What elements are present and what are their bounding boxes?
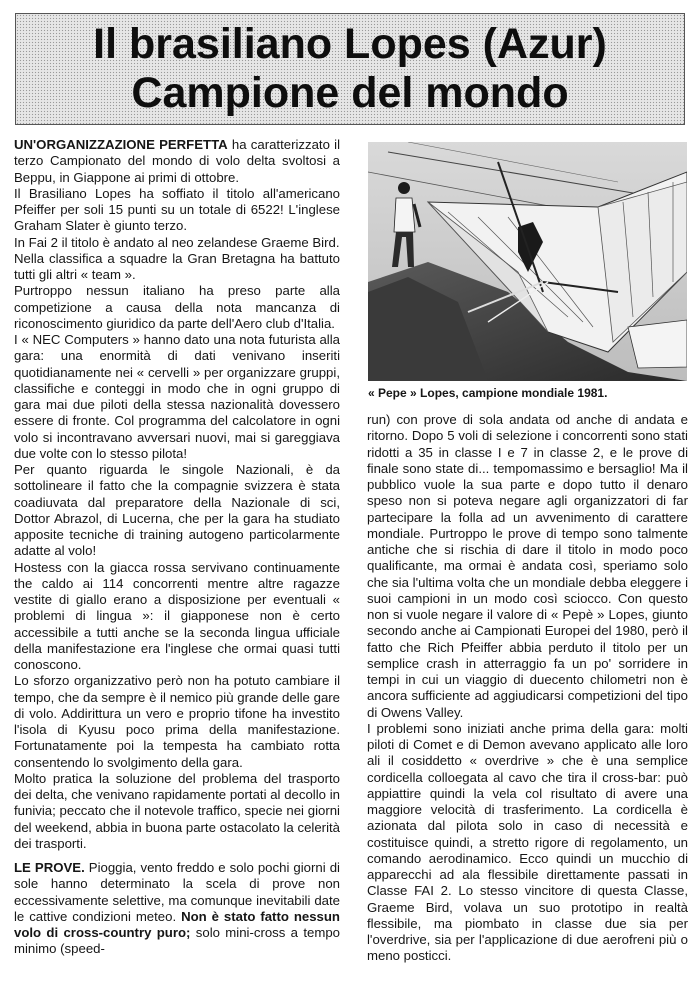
paragraph: run) con prove di sola andata od anche di andata e ritorno. Dopo 5 voli di selezione i concorrenti sono stati ridotti a 35 in classe I e 7 in classe 2, e le prove di finale sono state di... tempomassimo e bersaglio! Ma il pubblico vuole la sua parte e dopo tutto il denaro speso non si poteva negare agli organizzatori di far partecipare la folla ad un avvenimento di carattere mondiale. Purtroppo le prove di tempo sono talmente antiche che si rischia di dare il titolo in modo poco qualificante, ma ormai è andata così, speriamo solo che sia l'ultima volta che un mondiale debba eleggere i suoi campioni in un modo così sciocco. Con questo non si vuole negare il valore di « Pepè » Lopes, giunto secondo anche ai Campionati Europei del 1980, però il fatto che Rich Pfeiffer abbia perduto il titolo per un semplice crash in atterraggio fa un po' sorridere in tempi in cui un viaggio di duecento chilometri non è ancora sufficiente ad aggiudicarsi competizioni del tipo di Owens Valley. <box>367 412 688 720</box>
section-lead-organizzazione: UN'ORGANIZZAZIONE PERFETTA <box>14 137 228 152</box>
prove-tail-text: solo mini-cross a tempo minimo (speed- <box>14 925 340 957</box>
right-column <box>367 412 688 965</box>
photo-caption: « Pepe » Lopes, campione mondiale 1981. <box>368 386 608 400</box>
paragraph: I « NEC Computers » hanno dato una nota futurista alla gara: una enormità di dati venivano inseriti quotidianamente nei « cervelli » per organizzare gruppi, classifiche e conteggi in modo che in ogni gruppo di gara mai due piloti della stessa nazionalità dovessero essere di fronte. Col programma del calcolatore in ogni volo si incontravano avversari nuovi, mai si gareggiava due volte con lo stesso pilota! <box>14 332 340 461</box>
paragraph: Hostess con la giacca rossa servivano continuamente the caldo ai 114 concorrenti mentre altre ragazze vestite di giallo erano a disposizione per eventuali « problemi di lingua »: il giapponese non è certo accessibile a tutti anche se la seconda lingua ufficiale della manifestazione era l'inglese che ormai quasi tutti conoscono. <box>14 559 340 672</box>
intro-text: ha caratterizzato il terzo Campionato del mondo di volo delta svoltosi a Beppu, in Giappone ai primi di ottobre. <box>14 137 340 185</box>
headline-box <box>15 13 685 125</box>
intro-paragraph <box>14 137 340 186</box>
paragraph: Per quanto riguarda le singole Nazionali, è da sottolineare il fatto che la compagnie svizzera è stata coadiuvata dal preparatore della Nazionale di sci, Dottor Abrazol, di Lucerna, che per la gara ha studiato apposite tecniche di training autogeno particolarmente adatte al volo! <box>14 462 340 559</box>
headline-line-1: Il brasiliano Lopes (Azur) <box>93 20 607 68</box>
paragraph: In Fai 2 il titolo è andato al neo zelandese Graeme Bird. <box>14 234 340 250</box>
paragraph: Nella classifica a squadre la Gran Bretagna ha battuto tutti gli altri « team ». <box>14 250 340 282</box>
paragraph: Molto pratica la soluzione del problema del trasporto dei delta, che venivano rapidamente portati al decollo in funivia; peccato che il notevole traffico, specie nei giorni del weekend, abbia in buona parte ostacolato la celerità dei trasporti. <box>14 770 340 851</box>
headline-line-2: Campione del mondo <box>131 69 569 117</box>
prove-text: Pioggia, vento freddo e solo pochi giorni di sole hanno determinato la scela di prove non eccessivamente selettive, ma comunque inevitabili date le cattive condizioni meteo. <box>14 860 340 924</box>
prove-paragraph <box>14 860 340 958</box>
hang-glider-photo <box>368 142 687 381</box>
paragraph: Il Brasiliano Lopes ha soffiato il titolo all'americano Pfeiffer per soli 15 punti su un totale di 6522! L'inglese Graham Slater è giunto terzo. <box>14 185 340 234</box>
paragraph: Purtroppo nessun italiano ha preso parte alla competizione a causa della nota mancanza di riconoscimento giuridico da parte dell'Aero club d'Italia. <box>14 283 340 331</box>
paragraph: Lo sforzo organizzativo però non ha potuto cambiare il tempo, che da sempre è il nemico più grande delle gare di volo. Addirittura un vero e proprio tifone ha investito l'isola di Kyusu poco prima della manifestazione. Fortunatamente poi la tempesta ha cambiato rotta consentendo lo svolgimento della gara. <box>14 673 340 770</box>
prove-bold-text: Non è stato fatto nessun volo di cross-country puro; <box>14 908 340 940</box>
paragraph: I problemi sono iniziati anche prima della gara: molti piloti di Comet e di Demon avevano applicato alle loro ali il cosiddetto « overdrive » che è una semplice cordicella colloegata al cavo che tira il cross-bar: può appiattire quindi la vela col risultato di avere una maggiore velocità di trasferimento. La cordicella è azionata dal pilota solo in caso di necessità e costituisce quindi, a stretto rigore di regolamento, un comando aerodinamico. Ecco quindi un mucchio di apparecchi ad ala flessibile direttamente passati in Classe FAI 2. Lo stesso vincitore di questa Classe, Graeme Bird, volava un suo prototipo in realtà flessibile, ma piombato in classe due sia per l'overdrive, sia per l'applicazione di due aerofreni più o meno posticci. <box>367 720 688 964</box>
left-column <box>14 137 340 958</box>
section-lead-prove: LE PROVE. <box>14 860 85 875</box>
